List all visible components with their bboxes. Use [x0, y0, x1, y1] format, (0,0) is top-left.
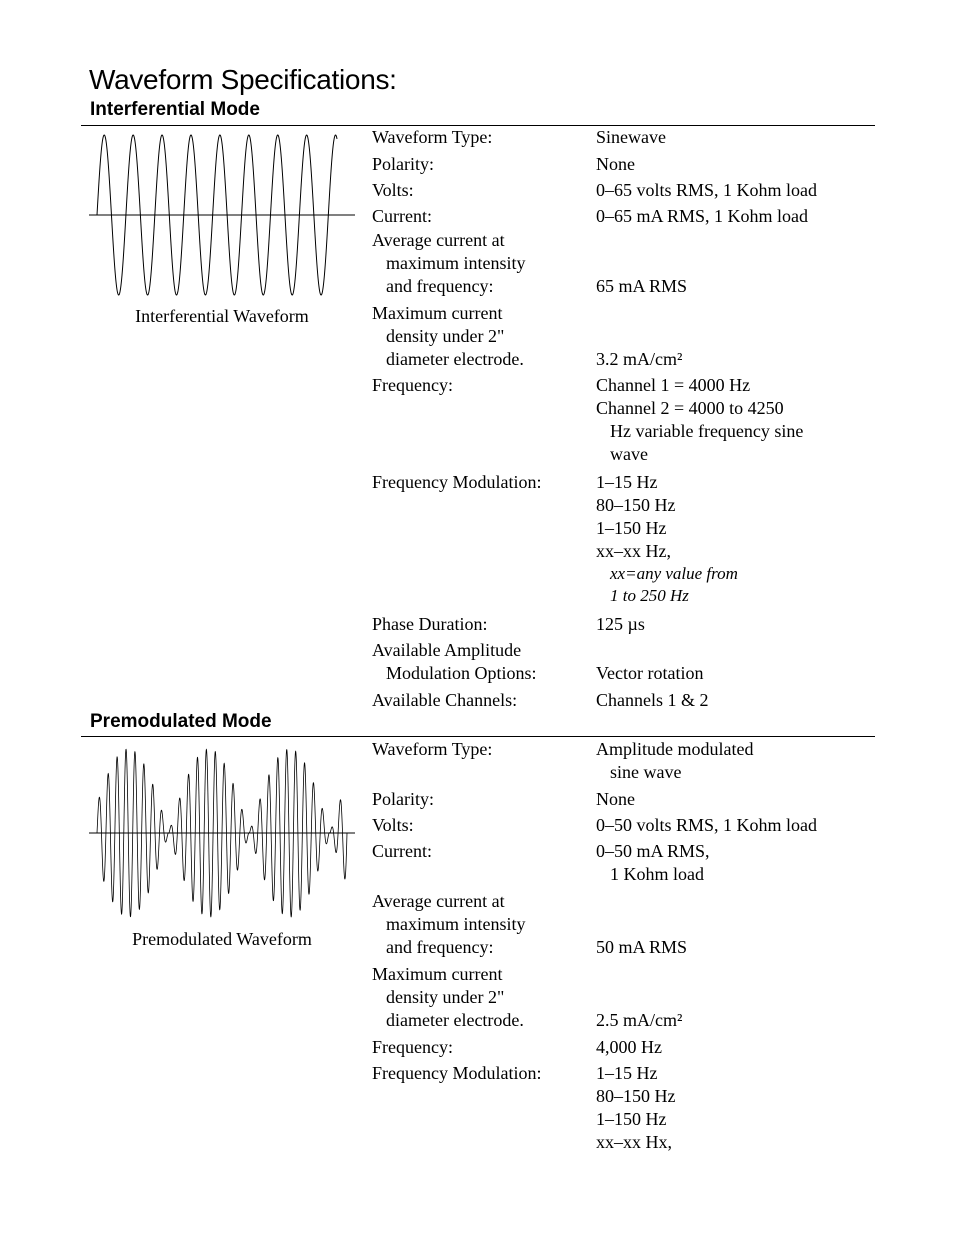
pre-polarity-label: Polarity: [372, 789, 434, 809]
int-fmod-value-line: 1–15 Hz [596, 472, 658, 492]
pre-avg-label-line: and frequency: [386, 937, 494, 957]
pre-fmod-value-line: 80–150 Hz [596, 1086, 676, 1106]
int-avg-label [372, 229, 526, 298]
pre-avg-label-line: maximum intensity [386, 914, 526, 934]
interferential-heading: Interferential Mode [90, 99, 260, 120]
pre-fmod-value-line: 1–150 Hz [596, 1109, 667, 1129]
int-phase-label: Phase Duration: [372, 614, 488, 634]
int-density-value: 3.2 mA/cm² [596, 349, 683, 369]
pre-frequency-value: 4,000 Hz [596, 1037, 662, 1057]
pre-type-value-line: sine wave [610, 762, 682, 782]
int-fmod-label: Frequency Modulation: [372, 472, 542, 492]
pre-avg-label [372, 890, 526, 959]
pre-fmod-label: Frequency Modulation: [372, 1063, 542, 1083]
premodulated-rule [81, 736, 875, 737]
int-current-value: 0–65 mA RMS, 1 Kohm load [596, 206, 809, 226]
int-frequency-value-line: Channel 1 = 4000 Hz [596, 375, 751, 395]
int-fmod-note-line: 1 to 250 Hz [610, 586, 689, 605]
premodulated-caption: Premodulated Waveform [132, 929, 312, 949]
pre-density-label-line: Maximum current [372, 964, 503, 984]
int-polarity-label: Polarity: [372, 154, 434, 174]
int-avg-value: 65 mA RMS [596, 276, 688, 296]
int-frequency-value [596, 374, 803, 466]
premodulated-waveform-graphic [89, 745, 355, 920]
int-volts-value: 0–65 volts RMS, 1 Kohm load [596, 180, 818, 200]
pre-current-value-line: 1 Kohm load [610, 864, 704, 884]
pre-type-value-line: Amplitude modulated [596, 739, 754, 759]
pre-current-value-line: 0–50 mA RMS, [596, 841, 710, 861]
int-channels-label: Available Channels: [372, 690, 518, 710]
int-type-label: Waveform Type: [372, 127, 493, 147]
int-avg-label-line: and frequency: [386, 276, 494, 296]
int-phase-value: 125 µs [596, 614, 645, 634]
pre-frequency-label: Frequency: [372, 1037, 453, 1057]
page-title: Waveform Specifications: [89, 64, 397, 95]
int-frequency-label: Frequency: [372, 375, 453, 395]
int-current-label: Current: [372, 206, 432, 226]
pre-fmod-value [596, 1062, 676, 1154]
int-density-label-line: Maximum current [372, 303, 503, 323]
pre-fmod-value-line: xx–xx Hx, [596, 1132, 672, 1152]
int-ampmod-label [372, 639, 537, 685]
int-avg-label-line: Average current at [372, 230, 505, 250]
int-fmod-value [596, 471, 738, 607]
pre-type-label: Waveform Type: [372, 739, 493, 759]
interferential-caption: Interferential Waveform [135, 306, 309, 326]
pre-avg-label-line: Average current at [372, 891, 505, 911]
int-fmod-value-line: xx–xx Hz, [596, 541, 671, 561]
int-fmod-value-line: 80–150 Hz [596, 495, 676, 515]
int-density-label [372, 302, 524, 371]
int-ampmod-value: Vector rotation [596, 663, 704, 683]
pre-volts-label: Volts: [372, 815, 414, 835]
int-frequency-value-line: Hz variable frequency sine [610, 421, 804, 441]
pre-current-label: Current: [372, 841, 432, 861]
interferential-waveform-graphic [89, 130, 355, 300]
int-density-label-line: diameter electrode. [386, 349, 524, 369]
int-fmod-value-line: 1–150 Hz [596, 518, 667, 538]
int-volts-label: Volts: [372, 180, 414, 200]
pre-polarity-value: None [596, 789, 635, 809]
int-ampmod-label-line: Available Amplitude [372, 640, 522, 660]
pre-density-value: 2.5 mA/cm² [596, 1010, 683, 1030]
int-frequency-value-line: Channel 2 = 4000 to 4250 [596, 398, 784, 418]
pre-type-value [596, 738, 753, 784]
int-avg-label-line: maximum intensity [386, 253, 526, 273]
int-type-value: Sinewave [596, 127, 666, 147]
pre-fmod-value-line: 1–15 Hz [596, 1063, 658, 1083]
int-fmod-note-line: xx=any value from [610, 564, 738, 583]
int-polarity-value: None [596, 154, 635, 174]
int-ampmod-label-line: Modulation Options: [386, 663, 537, 683]
pre-density-label [372, 963, 524, 1032]
premodulated-heading: Premodulated Mode [90, 711, 272, 732]
pre-density-label-line: diameter electrode. [386, 1010, 524, 1030]
int-channels-value: Channels 1 & 2 [596, 690, 709, 710]
pre-current-value [596, 840, 710, 886]
pre-density-label-line: density under 2" [386, 987, 505, 1007]
pre-volts-value: 0–50 volts RMS, 1 Kohm load [596, 815, 818, 835]
pre-avg-value: 50 mA RMS [596, 937, 688, 957]
int-frequency-value-line: wave [610, 444, 648, 464]
int-density-label-line: density under 2" [386, 326, 505, 346]
